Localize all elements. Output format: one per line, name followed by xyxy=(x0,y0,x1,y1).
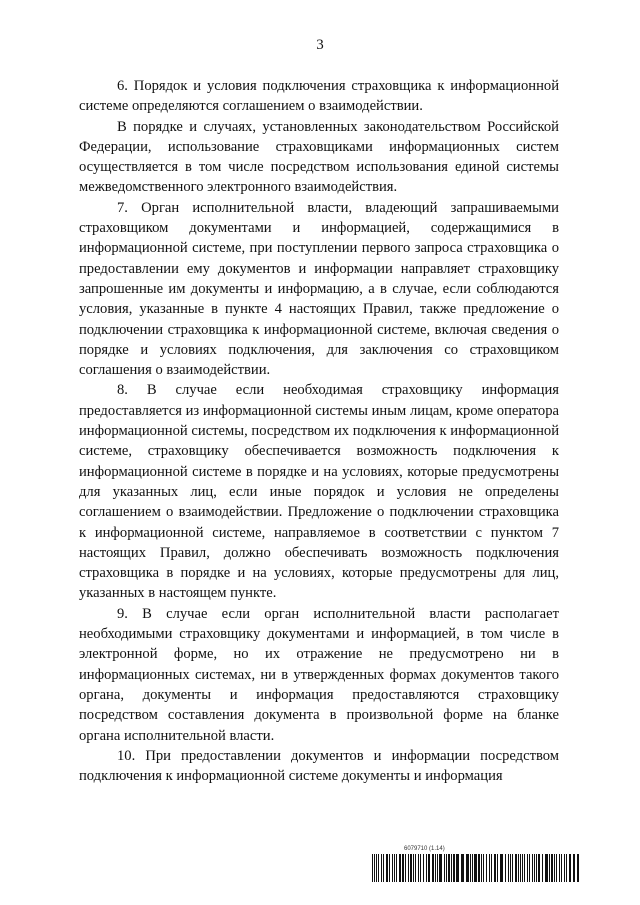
barcode-icon xyxy=(372,854,580,882)
page-number: 3 xyxy=(316,37,324,53)
paragraph-7: 7. Орган исполнительной власти, владеющий запрашиваемыми страховщиком документами и информацией, содержащимися в информационной системе, при поступлении первого запроса страховщика о предоставлении ему документов и информации направляет страховщику запрошенные им документы и информацию, а в случае, если соблюдаются условия, указанные в пункте 4 настоящих Правил, также предложение о подключении страховщика к информационной системе, включая сведения о порядке и условиях подключения, для заключения со страховщиком соглашения о взаимодействии. xyxy=(79,199,559,379)
paragraph-10: 10. При предоставлении документов и информации посредством подключения к информационной системе документы и информация xyxy=(79,747,559,785)
paragraph-8: 8. В случае если необходимая страховщику информация предоставляется из информационной системы иным лицам, кроме оператора информационной системы, посредством их подключения к информационной системе, страховщику обеспечивается возможность подключения к информационной системе в порядке и на условиях, которые предусмотрены для указанных лиц, если иные порядок и условия не определены соглашением о взаимодействии. Предложение о подключении страховщика к информационной системе, направляемое в соответствии с пунктом 7 настоящих Правил, должно обеспечивать возможность подключения страховщика в порядке и на условиях, которые предусмотрены для лиц, указанных в настоящем пункте. xyxy=(79,382,559,602)
paragraph-6-continued: В порядке и случаях, установленных законодательством Российской Федерации, использование страховщиками информационных систем осуществляется в том числе посредством использования единой системы межведомственного электронного взаимодействия. xyxy=(79,118,559,196)
barcode-label: 6079710 (1.14) xyxy=(404,846,445,852)
document-body xyxy=(79,76,559,786)
document-barcode xyxy=(404,846,580,882)
paragraph-9: 9. В случае если орган исполнительной власти располагает необходимыми страховщику документами и информацией, в том числе в электронной форме, но их отражение не предусмотрено ни в информационных системах, ни в утвержденных формах документов такого органа, документы и информация предоставляются страховщику посредством составления документа в произвольной форме на бланке органа исполнительной власти. xyxy=(79,605,559,744)
paragraph-6: 6. Порядок и условия подключения страховщика к информационной системе определяются соглашением о взаимодействии. xyxy=(79,78,559,115)
